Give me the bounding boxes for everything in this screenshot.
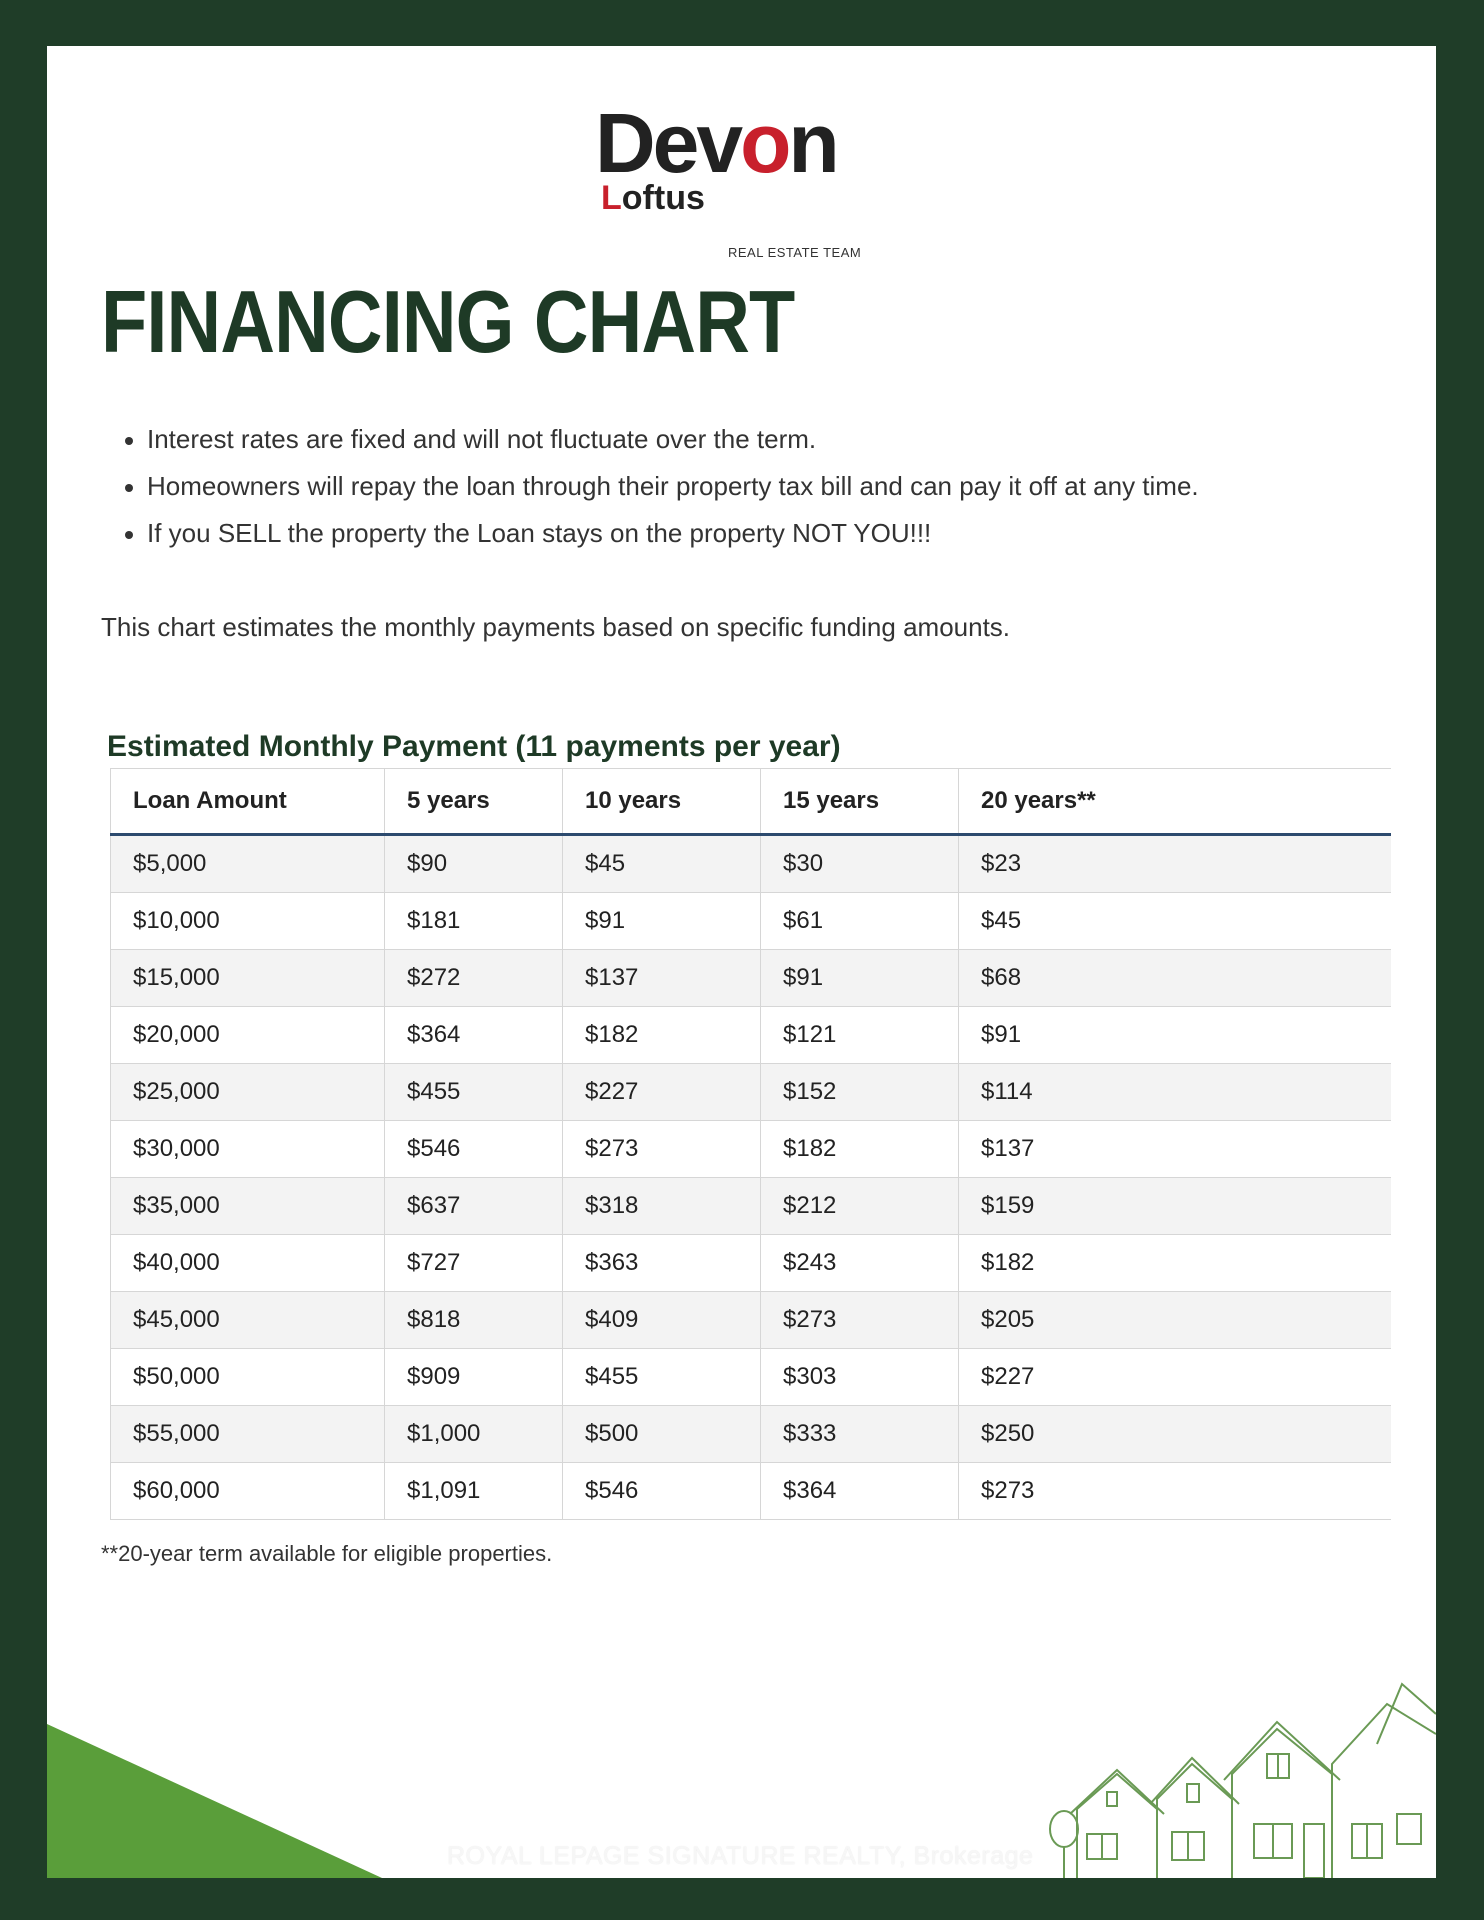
payment-cell: $212 <box>761 1178 959 1235</box>
payment-cell: $1,091 <box>385 1463 563 1520</box>
payment-cell: $91 <box>563 893 761 950</box>
column-header-5-years: 5 years <box>385 769 563 835</box>
table-header-row <box>111 769 1391 835</box>
payment-cell: $182 <box>959 1235 1391 1292</box>
loan-amount-cell: $15,000 <box>111 950 385 1007</box>
payment-cell: $68 <box>959 950 1391 1007</box>
table-row <box>111 1235 1391 1292</box>
payment-cell: $409 <box>563 1292 761 1349</box>
logo-devon-text: Devon <box>595 96 837 190</box>
houses-illustration <box>992 1674 1436 1878</box>
payment-cell: $455 <box>563 1349 761 1406</box>
payment-cell: $61 <box>761 893 959 950</box>
payment-cell: $243 <box>761 1235 959 1292</box>
column-header-loan-amount: Loan Amount <box>111 769 385 835</box>
payment-cell: $137 <box>959 1121 1391 1178</box>
payment-cell: $333 <box>761 1406 959 1463</box>
loan-amount-cell: $50,000 <box>111 1349 385 1406</box>
loan-amount-cell: $60,000 <box>111 1463 385 1520</box>
intro-paragraph: This chart estimates the monthly payments based on specific funding amounts. <box>101 612 1011 642</box>
payment-cell: $23 <box>959 835 1391 893</box>
payment-cell: $303 <box>761 1349 959 1406</box>
footnote: **20-year term available for eligible properties. <box>101 1541 553 1566</box>
table-row <box>111 1007 1391 1064</box>
bullet-list <box>107 416 1199 557</box>
payment-cell: $181 <box>385 893 563 950</box>
table-row <box>111 1349 1391 1406</box>
bullet-dot-icon <box>125 531 133 539</box>
payment-cell: $273 <box>761 1292 959 1349</box>
payment-cell: $91 <box>959 1007 1391 1064</box>
table-row <box>111 950 1391 1007</box>
table-heading: Estimated Monthly Payment (11 payments per year) <box>107 730 841 763</box>
payment-cell: $455 <box>385 1064 563 1121</box>
table-row <box>111 1178 1391 1235</box>
payment-cell: $152 <box>761 1064 959 1121</box>
payment-cell: $500 <box>563 1406 761 1463</box>
payment-cell: $272 <box>385 950 563 1007</box>
green-corner-decoration <box>47 1724 387 1878</box>
loan-amount-cell: $5,000 <box>111 835 385 893</box>
loan-amount-cell: $55,000 <box>111 1406 385 1463</box>
column-header-10-years: 10 years <box>563 769 761 835</box>
loan-amount-cell: $10,000 <box>111 893 385 950</box>
payment-cell: $546 <box>563 1463 761 1520</box>
loan-amount-cell: $45,000 <box>111 1292 385 1349</box>
payment-cell: $182 <box>563 1007 761 1064</box>
loan-amount-cell: $30,000 <box>111 1121 385 1178</box>
payment-cell: $227 <box>959 1349 1391 1406</box>
payment-cell: $91 <box>761 950 959 1007</box>
bullet-item: Interest rates are fixed and will not fluctuate over the term. <box>107 416 1199 463</box>
brokerage-watermark: ROYAL LEPAGE SIGNATURE REALTY, Brokerage <box>447 1842 1034 1870</box>
table-body <box>111 835 1391 1520</box>
table-row <box>111 1121 1391 1178</box>
bullet-item: Homeowners will repay the loan through their property tax bill and can pay it off at any time. <box>107 463 1199 510</box>
bullet-dot-icon <box>125 437 133 445</box>
payment-cell: $250 <box>959 1406 1391 1463</box>
loan-amount-cell: $20,000 <box>111 1007 385 1064</box>
payment-cell: $364 <box>385 1007 563 1064</box>
payment-cell: $818 <box>385 1292 563 1349</box>
brand-logo <box>595 96 935 260</box>
logo-tagline: REAL ESTATE TEAM <box>728 245 862 260</box>
financing-table <box>110 768 1391 1520</box>
payment-cell: $364 <box>761 1463 959 1520</box>
payment-cell: $227 <box>563 1064 761 1121</box>
payment-cell: $909 <box>385 1349 563 1406</box>
table-row <box>111 835 1391 893</box>
payment-cell: $121 <box>761 1007 959 1064</box>
payment-cell: $159 <box>959 1178 1391 1235</box>
payment-cell: $318 <box>563 1178 761 1235</box>
table-row <box>111 1406 1391 1463</box>
bullet-dot-icon <box>125 484 133 492</box>
page-title: FINANCING CHART <box>101 272 795 371</box>
payment-cell: $45 <box>563 835 761 893</box>
payment-cell: $205 <box>959 1292 1391 1349</box>
payment-cell: $1,000 <box>385 1406 563 1463</box>
loan-amount-cell: $35,000 <box>111 1178 385 1235</box>
payment-cell: $30 <box>761 835 959 893</box>
payment-cell: $182 <box>761 1121 959 1178</box>
payment-cell: $45 <box>959 893 1391 950</box>
payment-cell: $90 <box>385 835 563 893</box>
loan-amount-cell: $25,000 <box>111 1064 385 1121</box>
column-header-20-years: 20 years** <box>959 769 1391 835</box>
payment-cell: $137 <box>563 950 761 1007</box>
table-row <box>111 1463 1391 1520</box>
column-header-15-years: 15 years <box>761 769 959 835</box>
payment-cell: $273 <box>959 1463 1391 1520</box>
table-row <box>111 1292 1391 1349</box>
document-page <box>47 46 1436 1878</box>
payment-cell: $363 <box>563 1235 761 1292</box>
loan-amount-cell: $40,000 <box>111 1235 385 1292</box>
payment-cell: $727 <box>385 1235 563 1292</box>
bullet-item: If you SELL the property the Loan stays on the property NOT YOU!!! <box>107 510 1199 557</box>
payment-cell: $273 <box>563 1121 761 1178</box>
table-row <box>111 1064 1391 1121</box>
payment-cell: $637 <box>385 1178 563 1235</box>
payment-cell: $114 <box>959 1064 1391 1121</box>
logo-loftus-text: Loftus <box>601 179 705 217</box>
payment-cell: $546 <box>385 1121 563 1178</box>
table-row <box>111 893 1391 950</box>
